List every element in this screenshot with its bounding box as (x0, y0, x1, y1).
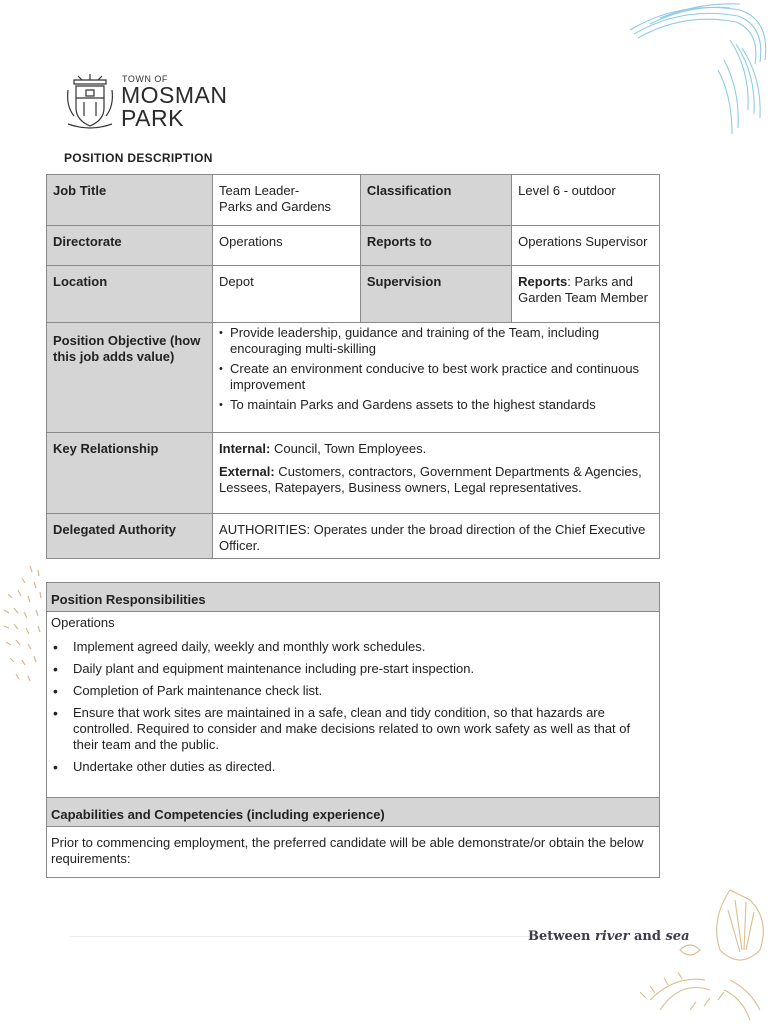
responsibilities-table (46, 582, 660, 804)
supervision-value (512, 266, 660, 323)
logo-name-line1: MOSMAN (121, 82, 228, 108)
job-title-line1: Team Leader- (219, 183, 300, 198)
responsibilities-list (51, 639, 655, 775)
capabilities-heading: Capabilities and Competencies (including experience) (47, 798, 660, 827)
tagline-part1: Between (528, 929, 595, 944)
location-label: Location (47, 266, 213, 323)
table-row (47, 323, 660, 433)
table-row (47, 514, 660, 559)
table-row (47, 583, 660, 612)
list-item: • Implement agreed daily, weekly and monthly work schedules. (51, 639, 655, 655)
list-item: • To maintain Parks and Gardens assets to the highest standards (219, 397, 653, 413)
responsibilities-heading: Position Responsibilities (47, 583, 660, 612)
table-row (47, 175, 660, 226)
external-line (219, 464, 653, 496)
position-description-table (46, 174, 660, 559)
list-item: • Undertake other duties as directed. (51, 759, 655, 775)
decorative-pattern-gold-icon (0, 560, 50, 700)
list-item: • Daily plant and equipment maintenance including pre-start inspection. (51, 661, 655, 677)
list-item: • Provide leadership, guidance and training of the Team, including encouraging multi-skilling (219, 325, 653, 357)
decorative-shell-gold-icon (620, 880, 770, 1024)
list-item: • Ensure that work sites are maintained in a safe, clean and tidy condition, so that hazards are controlled. Required to consider and make decisions related to own work safety as well as that of their team and the public. (51, 705, 655, 753)
logo-name-line2: PARK (121, 105, 184, 131)
external-value: Customers, contractors, Government Departments & Agencies, Lessees, Ratepayers, Business owners, Legal representatives. (219, 464, 642, 495)
job-title-value (213, 175, 361, 226)
tagline-sea: sea (665, 929, 690, 944)
responsibilities-body (47, 612, 660, 804)
internal-value: Council, Town Employees. (270, 441, 427, 456)
list-item: • Completion of Park maintenance check list. (51, 683, 655, 699)
directorate-value: Operations (213, 226, 361, 266)
location-value: Depot (213, 266, 361, 323)
table-row (47, 798, 660, 827)
table-row (47, 226, 660, 266)
logo-town-of: TOWN OF (122, 74, 168, 84)
supervision-reports-value: : Parks and Garden Team Member (518, 274, 648, 305)
key-relationship-label: Key Relationship (47, 433, 213, 514)
directorate-label: Directorate (47, 226, 213, 266)
reports-to-value: Operations Supervisor (512, 226, 660, 266)
document-heading: POSITION DESCRIPTION (64, 151, 213, 165)
table-row (47, 266, 660, 323)
reports-to-label: Reports to (360, 226, 511, 266)
list-item: • Create an environment conducive to best work practice and continuous improvement (219, 361, 653, 393)
table-row (47, 612, 660, 804)
delegated-authority-label: Delegated Authority (47, 514, 213, 559)
table-row (47, 827, 660, 878)
classification-value: Level 6 - outdoor (512, 175, 660, 226)
mosman-park-logo (64, 72, 244, 134)
decorative-wave-blue-icon (620, 0, 770, 140)
job-title-label: Job Title (47, 175, 213, 226)
position-objective-label: Position Objective (how this job adds value) (47, 323, 213, 433)
tagline-river: river (594, 929, 630, 944)
town-crest-icon (64, 72, 116, 132)
internal-label: Internal: (219, 441, 271, 456)
external-label: External: (219, 464, 275, 479)
table-row (47, 433, 660, 514)
objective-list (219, 325, 653, 413)
delegated-authority-value: AUTHORITIES: Operates under the broad direction of the Chief Executive Officer. (213, 514, 660, 559)
position-objective-value (213, 323, 660, 433)
key-relationship-value (213, 433, 660, 514)
capabilities-body: Prior to commencing employment, the preferred candidate will be able demonstrate/or obtain the below requirements: (47, 827, 660, 878)
footer-tagline (528, 929, 690, 944)
tagline-part2: and (629, 929, 666, 944)
footer-divider (70, 936, 540, 937)
capabilities-table (46, 797, 660, 878)
job-title-line2: Parks and Gardens (219, 199, 332, 214)
classification-label: Classification (360, 175, 511, 226)
supervision-label: Supervision (360, 266, 511, 323)
supervision-reports-label: Reports (518, 274, 568, 289)
responsibilities-subheading: Operations (51, 615, 115, 630)
internal-line (219, 441, 653, 457)
